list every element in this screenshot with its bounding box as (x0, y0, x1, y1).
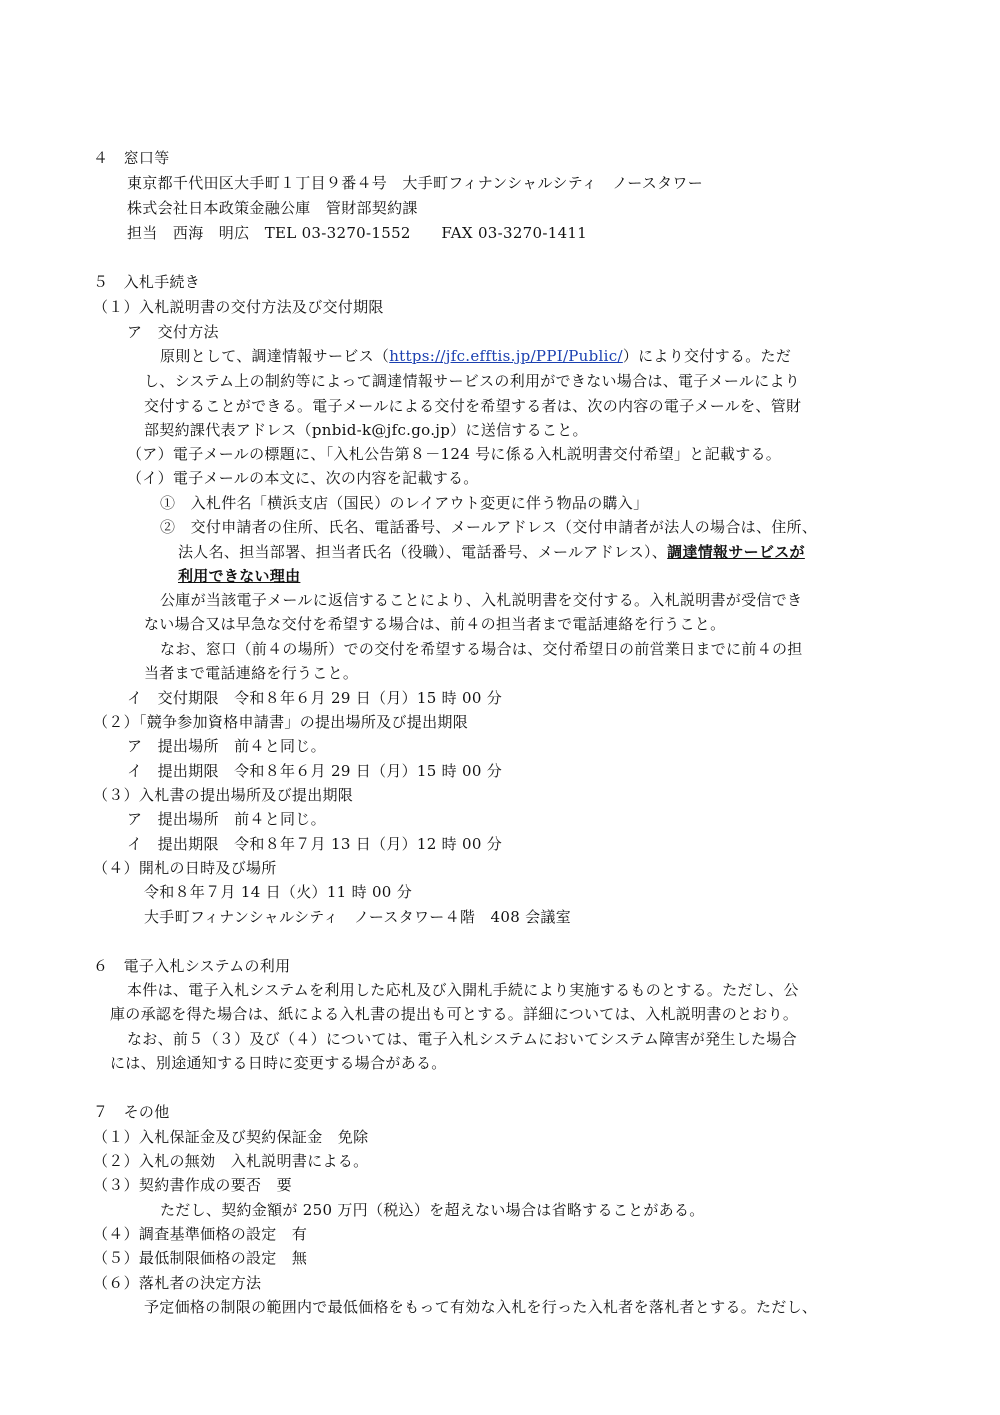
office-organization: 株式会社日本政策金融公庫 管財部契約課 (127, 199, 418, 217)
office-contact: 担当 西海 明広 TEL 03-3270-1552 FAX 03-3270-1411 (127, 224, 588, 242)
e-bidding-line-4: には、別途通知する日時に変更する場合がある。 (110, 1054, 447, 1072)
reply-note-line-4: 当者まで電話連絡を行うこと。 (144, 664, 359, 682)
delivery-text: 原則として、調達情報サービス（ (160, 347, 390, 365)
e-bidding-line-3: なお、前５（３）及び（４）については、電子入札システムにおいてシステム障害が発生した場合 (127, 1030, 797, 1048)
item-5-3-title: （３）入札書の提出場所及び提出期限 (93, 786, 354, 804)
point-2-emphasis: 調達情報サービスが (667, 543, 805, 561)
bid-opening-date: 令和８年７月 14 日（火）11 時 00 分 (144, 883, 413, 901)
item-7-4: （４）調査基準価格の設定 有 (93, 1225, 308, 1243)
item-7-5: （５）最低制限価格の設定 無 (93, 1249, 308, 1267)
delivery-method-line-3: 交付することができる。電子メールによる交付を希望する者は、次の内容の電子メールを、管財 (144, 397, 802, 415)
item-7-1: （１）入札保証金及び契約保証金 免除 (93, 1128, 369, 1146)
item-7-6-text: 予定価格の制限の範囲内で最低価格をもって有効な入札を行った入札者を落札者とする。ただし、 (144, 1298, 818, 1316)
section-4-heading: ４ 窓口等 (93, 149, 170, 167)
email-body-point-2-line-2 (178, 540, 805, 564)
item-7-3: （３）契約書作成の要否 要 (93, 1176, 292, 1194)
item-7-3-note: ただし、契約金額が 250 万円（税込）を超えない場合は省略することがある。 (160, 1201, 705, 1219)
email-body-point-1: ① 入札件名「横浜支店（国民）のレイアウト変更に伴う物品の購入」 (160, 494, 649, 512)
item-5-1-a-title: ア 交付方法 (127, 323, 219, 341)
reply-note-line-1: 公庫が当該電子メールに返信することにより、入札説明書を交付する。入札説明書が受信でき (160, 591, 803, 609)
office-address: 東京都千代田区大手町１丁目９番４号 大手町フィナンシャルシティ ノースタワー (127, 174, 704, 192)
delivery-text: ）により交付する。ただ (622, 347, 792, 365)
point-2-text: 法人名、担当部署、担当者氏名（役職）、電話番号、メールアドレス）、 (178, 543, 668, 561)
section-5-heading: ５ 入札手続き (93, 273, 201, 291)
item-5-2-deadline: イ 提出期限 令和８年６月 29 日（月）15 時 00 分 (127, 762, 503, 780)
item-5-2-place: ア 提出場所 前４と同じ。 (127, 737, 326, 755)
bid-opening-place: 大手町フィナンシャルシティ ノースタワー４階 408 会議室 (144, 908, 572, 926)
email-subject-item: （ア）電子メールの標題に、「入札公告第８－124 号に係る入札説明書交付希望」と記載する。 (127, 445, 782, 463)
reply-note-line-2: ない場合又は早急な交付を希望する場合は、前４の担当者まで電話連絡を行うこと。 (144, 615, 726, 633)
delivery-method-line-4: 部契約課代表アドレス（pnbid-k@jfc.go.jp）に送信すること。 (144, 421, 588, 439)
delivery-method-line-1 (160, 344, 791, 368)
e-bidding-line-2: 庫の承認を得た場合は、紙による入札書の提出も可とする。詳細については、入札説明書のとおり。 (110, 1005, 799, 1023)
section-6-heading: ６ 電子入札システムの利用 (93, 957, 291, 975)
item-5-4-title: （４）開札の日時及び場所 (93, 859, 277, 877)
email-body-point-2-line-1: ② 交付申請者の住所、氏名、電話番号、メールアドレス（交付申請者が法人の場合は、住所、 (160, 518, 818, 536)
item-5-3-place: ア 提出場所 前４と同じ。 (127, 810, 326, 828)
procurement-service-link[interactable]: https://jfc.efftis.jp/PPI/Public/ (389, 347, 623, 365)
item-5-1-title: （１）入札説明書の交付方法及び交付期限 (93, 298, 384, 316)
item-5-3-deadline: イ 提出期限 令和８年７月 13 日（月）12 時 00 分 (127, 835, 503, 853)
item-7-2: （２）入札の無効 入札説明書による。 (93, 1152, 369, 1170)
section-7-heading: ７ その他 (93, 1103, 170, 1121)
item-7-6: （６）落札者の決定方法 (93, 1274, 262, 1292)
item-5-2-title: （２）「競争参加資格申請書」の提出場所及び提出期限 (93, 713, 469, 731)
email-body-point-2-line-3: 利用できない理由 (178, 567, 301, 585)
reply-note-line-3: なお、窓口（前４の場所）での交付を希望する場合は、交付希望日の前営業日までに前４の担 (160, 640, 803, 658)
e-bidding-line-1: 本件は、電子入札システムを利用した応札及び入開札手続により実施するものとする。ただし、公 (127, 981, 799, 999)
email-body-item: （イ）電子メールの本文に、次の内容を記載する。 (127, 469, 479, 487)
delivery-deadline: イ 交付期限 令和８年６月 29 日（月）15 時 00 分 (127, 689, 503, 707)
delivery-method-line-2: し、システム上の制約等によって調達情報サービスの利用ができない場合は、電子メールにより (144, 372, 801, 390)
